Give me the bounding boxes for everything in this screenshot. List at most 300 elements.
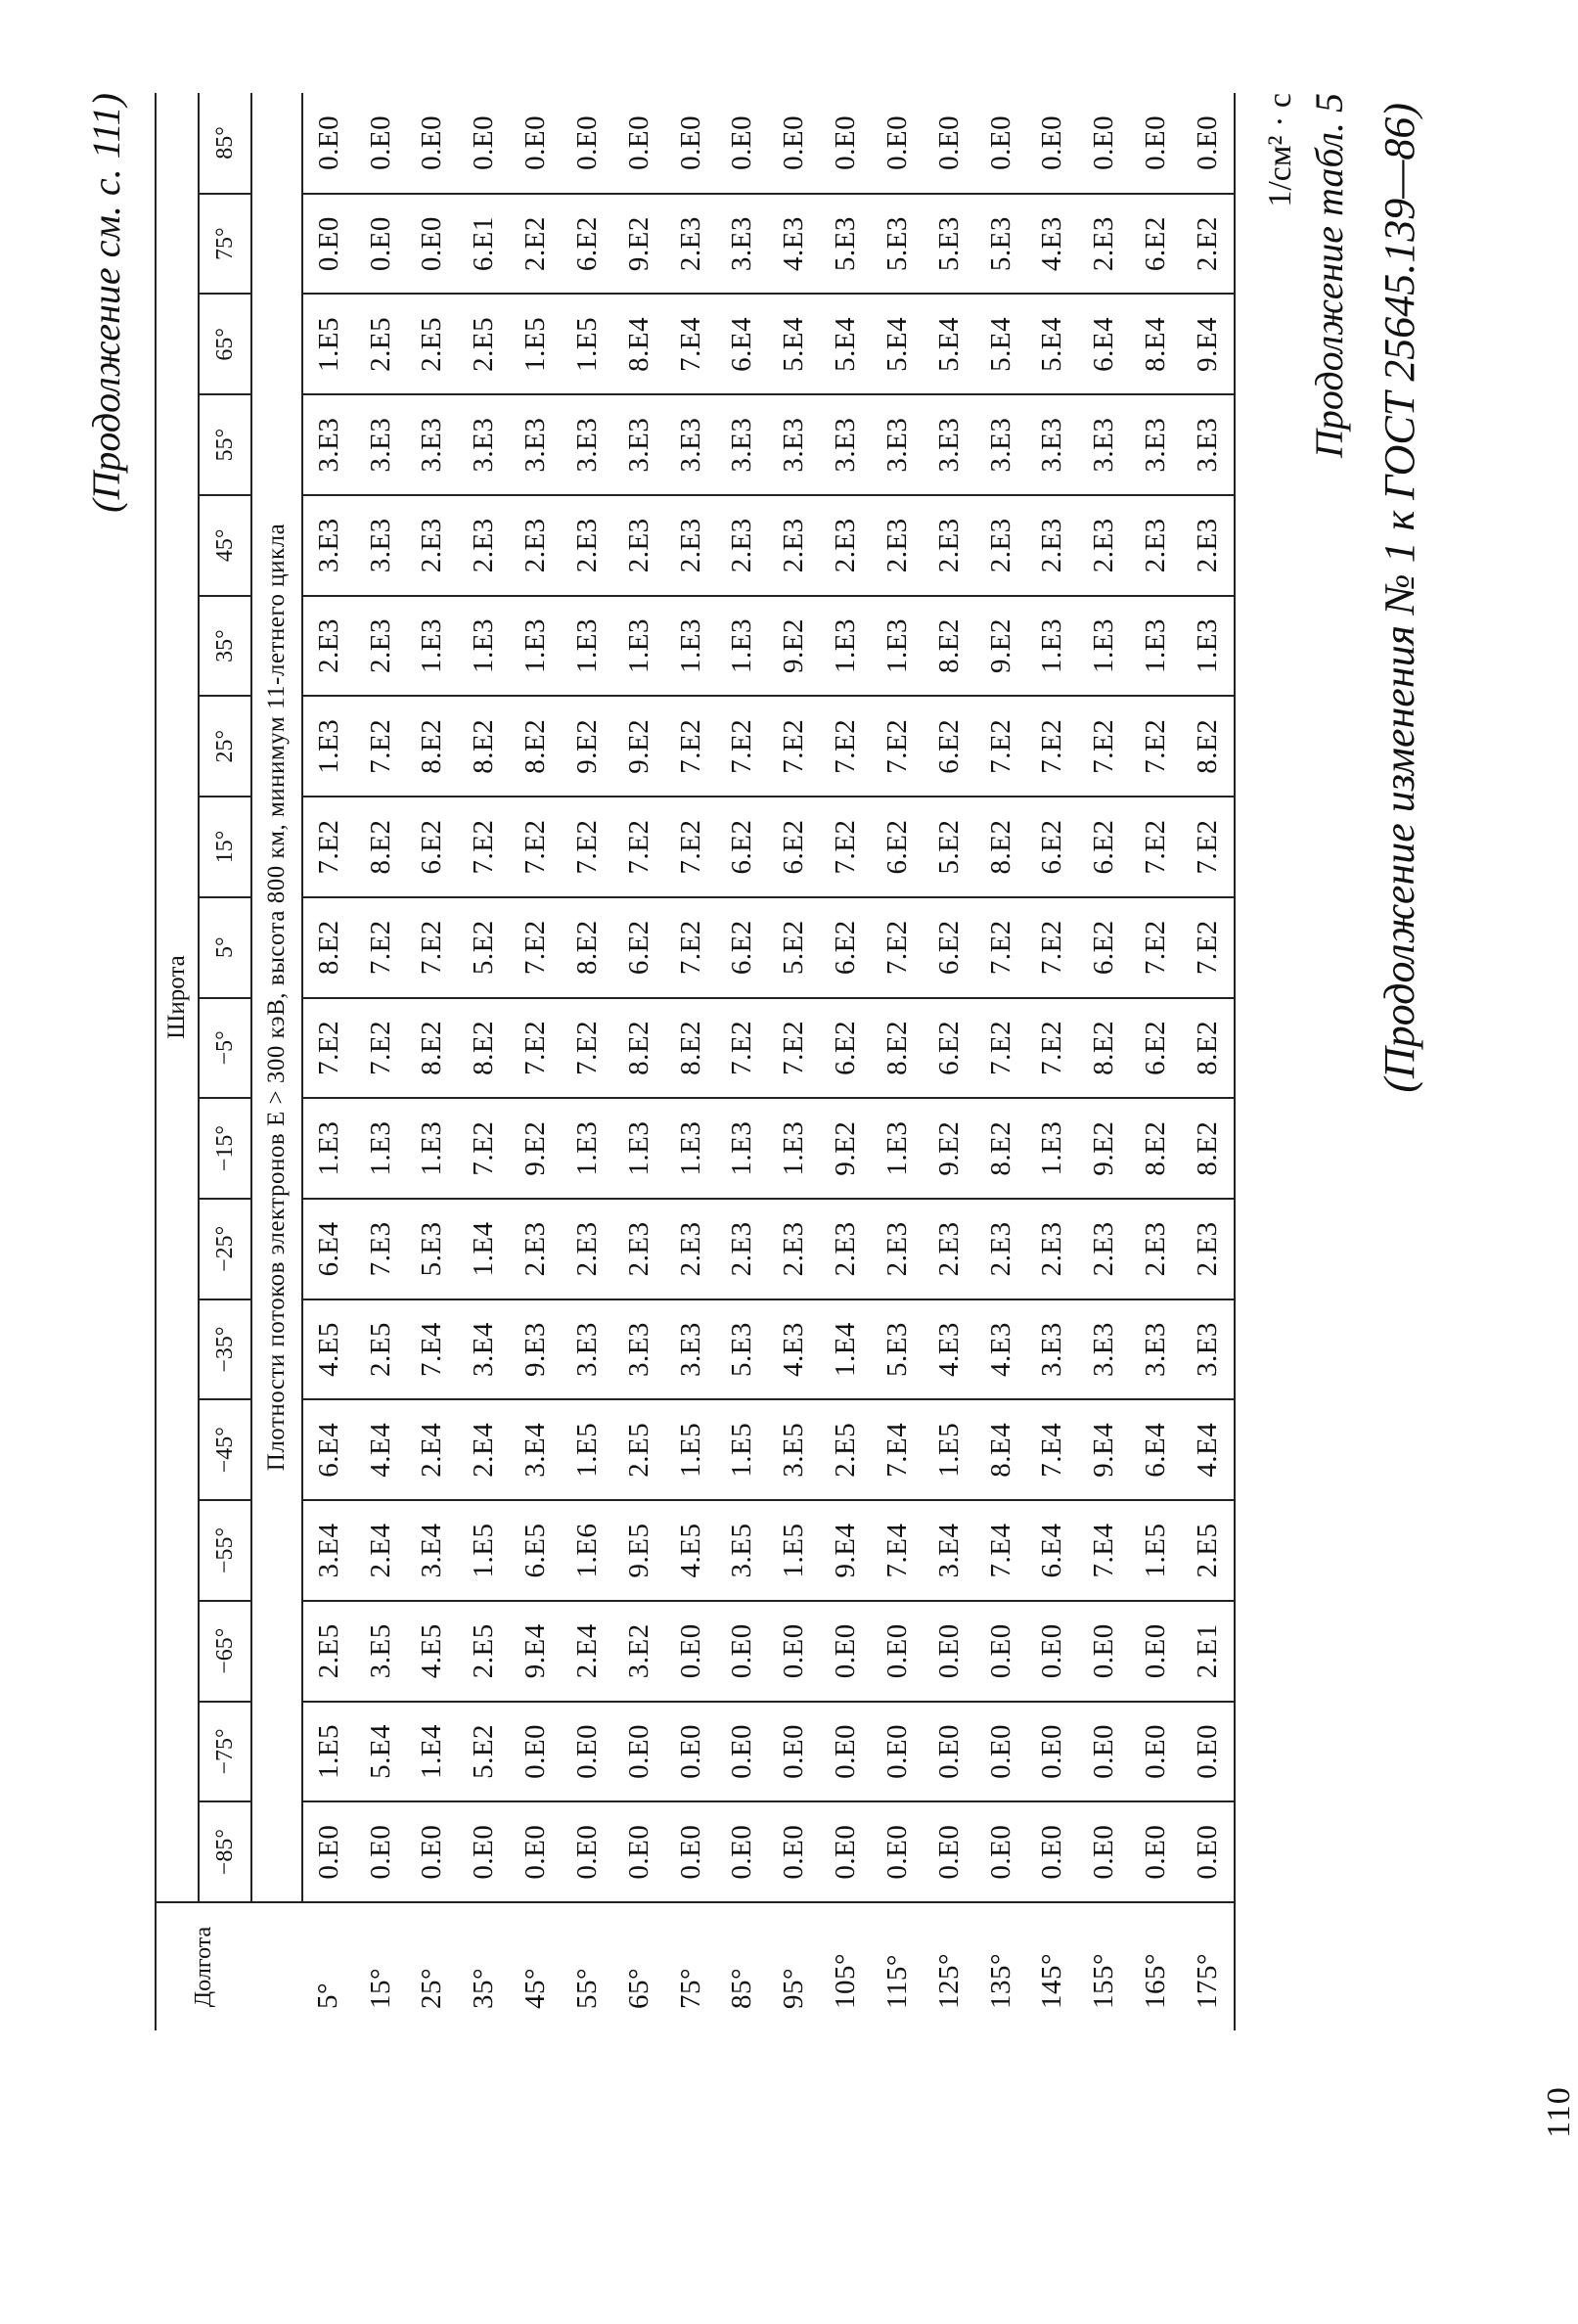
- flux-value-cell: 6.E2: [406, 797, 458, 897]
- table-row: [1078, 93, 1130, 2030]
- flux-value-cell: 0.E0: [1182, 1702, 1235, 1802]
- table-row: [302, 93, 355, 2030]
- flux-value-cell: 0.E0: [665, 1601, 717, 1702]
- flux-value-cell: 1.E3: [302, 1098, 355, 1199]
- table-row: [406, 93, 458, 2030]
- latitude-column-header: 55°: [199, 394, 251, 495]
- flux-value-cell: 8.E2: [406, 998, 458, 1099]
- caption-spacer: [251, 1902, 302, 2030]
- flux-value-cell: 4.E5: [406, 1601, 458, 1702]
- flux-value-cell: 6.E4: [1078, 295, 1130, 395]
- flux-value-cell: 2.E3: [458, 495, 510, 596]
- flux-value-cell: 0.E0: [768, 1801, 820, 1902]
- flux-value-cell: 7.E2: [665, 897, 717, 998]
- flux-value-cell: 0.E0: [355, 194, 407, 295]
- flux-value-cell: 0.E0: [726, 114, 758, 170]
- flux-value-cell: 2.E3: [768, 1199, 820, 1299]
- flux-value-cell: 8.E2: [1182, 696, 1235, 797]
- flux-value-cell: 7.E2: [975, 897, 1027, 998]
- table-row: [872, 93, 924, 2030]
- flux-value-cell: 6.E2: [768, 797, 820, 897]
- flux-value-cell: 2.E4: [458, 1399, 510, 1500]
- flux-value-cell: 3.E3: [355, 495, 407, 596]
- flux-value-cell: 1.E3: [665, 1098, 717, 1199]
- flux-value-cell: 7.E2: [1130, 696, 1182, 797]
- flux-value-cell: 2.E3: [1078, 1199, 1130, 1299]
- flux-value-cell: 7.E2: [1026, 998, 1078, 1099]
- longitude-cell: 125°: [924, 1902, 975, 2030]
- flux-value-cell: 3.E3: [716, 194, 768, 295]
- flux-value-cell: 0.E0: [302, 194, 355, 295]
- flux-value-cell: 2.E2: [510, 194, 562, 295]
- flux-value-cell: 5.E3: [820, 194, 872, 295]
- flux-value-cell: 0.E0: [1036, 114, 1068, 170]
- flux-value-cell: 3.E3: [1078, 1299, 1130, 1400]
- flux-value-cell: 0.E0: [820, 1601, 872, 1702]
- flux-value-cell: 1.E3: [1130, 596, 1182, 697]
- flux-value-cell: 0.E0: [830, 114, 862, 170]
- flux-value-cell: 3.E4: [924, 1500, 975, 1601]
- flux-value-cell: 7.E2: [1130, 797, 1182, 897]
- flux-value-cell: 0.E0: [872, 1702, 924, 1802]
- flux-value-cell: 8.E2: [458, 998, 510, 1099]
- latitude-column-header: 85°: [199, 93, 251, 194]
- flux-value-cell: 7.E2: [975, 998, 1027, 1099]
- longitude-header: Долгота: [156, 1902, 251, 2030]
- flux-value-cell: 0.E0: [416, 114, 448, 170]
- flux-value-cell: 8.E4: [613, 295, 665, 395]
- flux-value-cell: 0.E0: [924, 1702, 975, 1802]
- flux-value-cell: 8.E2: [613, 998, 665, 1099]
- flux-value-cell: 1.E3: [768, 1098, 820, 1199]
- flux-value-cell: 6.E4: [1130, 1399, 1182, 1500]
- flux-value-cell: 9.E2: [820, 1098, 872, 1199]
- flux-value-cell: 0.E0: [406, 1801, 458, 1902]
- flux-value-cell: 6.E2: [820, 998, 872, 1099]
- flux-value-cell: 2.E5: [820, 1399, 872, 1500]
- flux-value-cell: 1.E5: [562, 1399, 613, 1500]
- longitude-cell: 155°: [1078, 1902, 1130, 2030]
- flux-value-cell: 0.E0: [1182, 1801, 1235, 1902]
- longitude-cell: 65°: [613, 1902, 665, 2030]
- flux-value-cell: 3.E3: [355, 394, 407, 495]
- flux-value-cell: 5.E4: [975, 295, 1027, 395]
- flux-value-cell: 1.E3: [716, 1098, 768, 1199]
- flux-value-cell: 4.E3: [768, 194, 820, 295]
- flux-value-cell: 2.E3: [510, 495, 562, 596]
- flux-value-cell: 7.E2: [716, 998, 768, 1099]
- flux-value-cell: 1.E5: [302, 1702, 355, 1802]
- flux-value-cell: 7.E2: [355, 897, 407, 998]
- flux-value-cell: 3.E3: [613, 1299, 665, 1400]
- longitude-cell: 115°: [872, 1902, 924, 2030]
- flux-value-cell: 7.E2: [510, 797, 562, 897]
- flux-value-cell: 2.E4: [406, 1399, 458, 1500]
- flux-value-cell: 7.E4: [872, 1500, 924, 1601]
- flux-value-cell: 1.E3: [1078, 596, 1130, 697]
- flux-value-cell: 6.E5: [510, 1500, 562, 1601]
- flux-value-cell: 7.E2: [872, 897, 924, 998]
- flux-value-cell: 9.E2: [924, 1098, 975, 1199]
- flux-value-cell: 8.E2: [975, 797, 1027, 897]
- continuation-note: (Продолжение см. с. 111): [84, 93, 128, 513]
- flux-value-cell: 7.E2: [820, 797, 872, 897]
- flux-value-cell: 3.E3: [1130, 1299, 1182, 1400]
- flux-value-cell: 3.E5: [355, 1601, 407, 1702]
- flux-value-cell: 3.E3: [302, 495, 355, 596]
- longitude-cell: 85°: [716, 1902, 768, 2030]
- flux-value-cell: 0.E0: [562, 1702, 613, 1802]
- flux-value-cell: 1.E4: [820, 1299, 872, 1400]
- flux-value-cell: 2.E5: [355, 1299, 407, 1400]
- flux-value-cell: 4.E3: [1026, 194, 1078, 295]
- flux-value-cell: 7.E2: [768, 696, 820, 797]
- flux-value-cell: 0.E0: [716, 1801, 768, 1902]
- flux-value-cell: 2.E3: [716, 1199, 768, 1299]
- flux-value-cell: 8.E2: [975, 1098, 1027, 1199]
- latitude-values-row: [199, 93, 251, 2030]
- latitude-column-header: 25°: [199, 696, 251, 797]
- flux-value-cell: 5.E3: [975, 194, 1027, 295]
- flux-value-cell: 2.E3: [768, 495, 820, 596]
- flux-value-cell: 6.E2: [1026, 797, 1078, 897]
- flux-value-cell: 8.E2: [924, 596, 975, 697]
- flux-value-cell: 0.E0: [872, 1601, 924, 1702]
- flux-value-cell: 0.E0: [613, 1801, 665, 1902]
- latitude-column-header: 15°: [199, 797, 251, 897]
- flux-value-cell: 6.E2: [1078, 797, 1130, 897]
- latitude-column-header: 35°: [199, 596, 251, 697]
- flux-value-cell: 0.E0: [1078, 1702, 1130, 1802]
- flux-value-cell: 5.E4: [1026, 295, 1078, 395]
- flux-value-cell: 0.E0: [570, 114, 603, 170]
- longitude-cell: 145°: [1026, 1902, 1078, 2030]
- flux-value-cell: 8.E2: [510, 696, 562, 797]
- flux-value-cell: 0.E0: [312, 114, 344, 170]
- flux-value-cell: 7.E4: [406, 1299, 458, 1400]
- flux-value-cell: 2.E4: [562, 1601, 613, 1702]
- latitude-column-header: 5°: [199, 897, 251, 998]
- latitude-column-header: −15°: [199, 1098, 251, 1199]
- flux-value-cell: 3.E3: [975, 394, 1027, 495]
- flux-value-cell: 2.E5: [458, 1601, 510, 1702]
- flux-value-cell: 2.E3: [1078, 194, 1130, 295]
- flux-value-cell: 9.E4: [510, 1601, 562, 1702]
- flux-value-cell: 3.E3: [613, 394, 665, 495]
- flux-value-cell: 1.E3: [1026, 596, 1078, 697]
- flux-value-cell: 0.E0: [768, 1702, 820, 1802]
- flux-value-cell: 2.E3: [406, 495, 458, 596]
- flux-value-cell: 0.E0: [406, 194, 458, 295]
- flux-value-cell: 8.E2: [302, 897, 355, 998]
- flux-value-cell: 7.E2: [458, 1098, 510, 1199]
- flux-value-cell: 2.E5: [1182, 1500, 1235, 1601]
- table-caption: Плотности потоков электронов E > 300 кэВ, высота 800 км, минимум 11-летнего цикла: [251, 93, 302, 1902]
- flux-value-cell: 0.E0: [622, 114, 654, 170]
- flux-value-cell: 3.E3: [562, 394, 613, 495]
- flux-value-cell: 0.E0: [975, 1601, 1027, 1702]
- flux-value-cell: 7.E2: [562, 998, 613, 1099]
- flux-value-cell: 7.E2: [665, 797, 717, 897]
- flux-value-cell: 3.E4: [302, 1500, 355, 1601]
- table-row: [665, 93, 717, 2030]
- longitude-cell: 45°: [510, 1902, 562, 2030]
- flux-value-cell: 8.E2: [665, 998, 717, 1099]
- flux-value-cell: 6.E4: [302, 1399, 355, 1500]
- flux-value-cell: 8.E4: [1130, 295, 1182, 395]
- flux-value-cell: 1.E4: [406, 1702, 458, 1802]
- flux-value-cell: 1.E3: [613, 1098, 665, 1199]
- flux-value-cell: 0.E0: [519, 114, 552, 170]
- flux-value-cell: 7.E2: [406, 897, 458, 998]
- table-row: [613, 93, 665, 2030]
- flux-value-cell: 2.E5: [613, 1399, 665, 1500]
- flux-value-cell: 1.E3: [1182, 596, 1235, 697]
- flux-value-cell: 4.E3: [975, 1299, 1027, 1400]
- flux-value-cell: 0.E0: [768, 1601, 820, 1702]
- flux-value-cell: 6.E2: [716, 797, 768, 897]
- flux-value-cell: 0.E0: [880, 114, 913, 170]
- flux-value-cell: 1.E5: [665, 1399, 717, 1500]
- flux-value-cell: 5.E3: [716, 1299, 768, 1400]
- flux-value-cell: 7.E2: [768, 998, 820, 1099]
- table-row: [975, 93, 1027, 2030]
- flux-value-cell: 7.E2: [510, 998, 562, 1099]
- flux-value-cell: 8.E2: [1182, 1098, 1235, 1199]
- flux-value-cell: 9.E4: [1182, 295, 1235, 395]
- flux-value-cell: 0.E0: [355, 1801, 407, 1902]
- flux-value-cell: 3.E3: [820, 394, 872, 495]
- longitude-cell: 35°: [458, 1902, 510, 2030]
- flux-value-cell: 5.E4: [355, 1702, 407, 1802]
- flux-value-cell: 2.E4: [355, 1500, 407, 1601]
- flux-value-cell: 0.E0: [975, 1702, 1027, 1802]
- flux-value-cell: 0.E0: [1139, 114, 1171, 170]
- flux-value-cell: 8.E2: [458, 696, 510, 797]
- flux-value-cell: 3.E3: [1182, 394, 1235, 495]
- latitude-column-header: −65°: [199, 1601, 251, 1702]
- flux-value-cell: 3.E5: [768, 1399, 820, 1500]
- flux-value-cell: 8.E2: [355, 797, 407, 897]
- flux-value-cell: 2.E3: [1130, 495, 1182, 596]
- flux-value-cell: 2.E3: [665, 495, 717, 596]
- flux-value-cell: 2.E3: [1130, 1199, 1182, 1299]
- flux-value-cell: 6.E4: [302, 1199, 355, 1299]
- flux-value-cell: 2.E3: [665, 1199, 717, 1299]
- flux-value-cell: 2.E3: [510, 1199, 562, 1299]
- flux-value-cell: 1.E3: [302, 696, 355, 797]
- flux-value-cell: 5.E4: [872, 295, 924, 395]
- flux-value-cell: 1.E5: [1130, 1500, 1182, 1601]
- flux-value-cell: 2.E3: [613, 1199, 665, 1299]
- flux-value-cell: 0.E0: [1026, 1801, 1078, 1902]
- flux-value-cell: 7.E4: [872, 1399, 924, 1500]
- longitude-cell: 75°: [665, 1902, 717, 2030]
- flux-value-cell: 3.E3: [302, 394, 355, 495]
- longitude-cell: 55°: [562, 1902, 613, 2030]
- table-row: [510, 93, 562, 2030]
- flux-value-cell: 0.E0: [1130, 1702, 1182, 1802]
- flux-value-cell: 6.E2: [820, 897, 872, 998]
- latitude-column-header: −5°: [199, 998, 251, 1099]
- flux-value-cell: 9.E2: [510, 1098, 562, 1199]
- flux-value-cell: 0.E0: [778, 114, 810, 170]
- latitude-column-header: 65°: [199, 295, 251, 395]
- flux-value-cell: 5.E4: [768, 295, 820, 395]
- flux-value-cell: 3.E3: [768, 394, 820, 495]
- flux-value-cell: 2.E3: [302, 596, 355, 697]
- flux-value-cell: 0.E0: [924, 1601, 975, 1702]
- flux-value-cell: 3.E3: [1026, 394, 1078, 495]
- flux-value-cell: 2.E3: [975, 495, 1027, 596]
- flux-value-cell: 6.E2: [613, 897, 665, 998]
- header-title: (Продолжение изменения № 1 к ГОСТ 25645.139—86): [1375, 103, 1423, 1093]
- flux-value-cell: 6.E2: [562, 194, 613, 295]
- table-title: Продолжение табл. 5: [1307, 93, 1351, 459]
- flux-value-cell: 7.E2: [820, 696, 872, 797]
- flux-value-cell: 7.E2: [872, 696, 924, 797]
- flux-value-cell: 5.E4: [924, 295, 975, 395]
- flux-value-cell: 9.E2: [613, 696, 665, 797]
- flux-value-cell: 0.E0: [665, 1702, 717, 1802]
- flux-value-cell: 8.E2: [872, 998, 924, 1099]
- flux-value-cell: 0.E0: [510, 1702, 562, 1802]
- flux-value-cell: 7.E2: [716, 696, 768, 797]
- flux-value-cell: 2.E3: [1078, 495, 1130, 596]
- flux-value-cell: 2.E3: [872, 1199, 924, 1299]
- flux-value-cell: 0.E0: [665, 1801, 717, 1902]
- flux-value-cell: 7.E4: [975, 1500, 1027, 1601]
- flux-value-cell: 0.E0: [716, 1702, 768, 1802]
- flux-value-cell: 0.E0: [872, 1801, 924, 1902]
- flux-value-cell: 6.E2: [1130, 194, 1182, 295]
- table-body: [251, 93, 1235, 2030]
- flux-value-cell: 0.E0: [975, 1801, 1027, 1902]
- flux-value-cell: 7.E2: [302, 998, 355, 1099]
- flux-value-cell: 3.E5: [716, 1500, 768, 1601]
- flux-value-cell: 1.E3: [820, 596, 872, 697]
- flux-value-cell: 2.E5: [355, 295, 407, 395]
- flux-value-cell: 9.E5: [613, 1500, 665, 1601]
- flux-value-cell: 3.E3: [562, 1299, 613, 1400]
- flux-value-cell: 6.E1: [458, 194, 510, 295]
- flux-value-cell: 7.E2: [510, 897, 562, 998]
- flux-value-cell: 9.E2: [1078, 1098, 1130, 1199]
- longitude-cell: 95°: [768, 1902, 820, 2030]
- flux-value-cell: 3.E3: [1026, 1299, 1078, 1400]
- flux-value-cell: 2.E5: [302, 1601, 355, 1702]
- flux-value-cell: 1.E3: [406, 1098, 458, 1199]
- flux-value-cell: 5.E2: [458, 1702, 510, 1802]
- flux-value-cell: 1.E5: [510, 295, 562, 395]
- flux-value-cell: 2.E3: [1182, 1199, 1235, 1299]
- flux-value-cell: 7.E4: [665, 295, 717, 395]
- flux-value-cell: 7.E2: [613, 797, 665, 897]
- flux-value-cell: 1.E5: [924, 1399, 975, 1500]
- data-table-container: [155, 93, 1236, 2030]
- flux-value-cell: 8.E2: [1182, 998, 1235, 1099]
- flux-value-cell: 3.E3: [924, 394, 975, 495]
- flux-value-cell: 7.E2: [355, 998, 407, 1099]
- flux-value-cell: 7.E2: [458, 797, 510, 897]
- table-row: [1026, 93, 1078, 2030]
- flux-value-cell: 1.E3: [665, 596, 717, 697]
- flux-value-cell: 0.E0: [674, 114, 706, 170]
- flux-value-cell: 1.E3: [872, 596, 924, 697]
- flux-value-cell: 0.E0: [820, 1702, 872, 1802]
- table-row: [562, 93, 613, 2030]
- flux-value-cell: 0.E0: [924, 1801, 975, 1902]
- latitude-column-header: −35°: [199, 1299, 251, 1400]
- flux-value-cell: 1.E3: [562, 1098, 613, 1199]
- flux-value-cell: 0.E0: [1078, 1801, 1130, 1902]
- flux-value-cell: 2.E3: [1182, 495, 1235, 596]
- flux-value-cell: 0.E0: [364, 114, 396, 170]
- flux-value-cell: 2.E3: [872, 495, 924, 596]
- flux-value-cell: 7.E4: [1026, 1399, 1078, 1500]
- flux-value-cell: 7.E2: [665, 696, 717, 797]
- flux-value-cell: 1.E6: [562, 1500, 613, 1601]
- units-label: 1/см² · с: [1262, 93, 1298, 207]
- flux-value-cell: 8.E2: [562, 897, 613, 998]
- flux-value-cell: 6.E2: [924, 998, 975, 1099]
- flux-value-cell: 6.E2: [872, 797, 924, 897]
- longitude-cell: 15°: [355, 1902, 407, 2030]
- flux-value-cell: 1.E3: [458, 596, 510, 697]
- flux-value-cell: 5.E3: [406, 1199, 458, 1299]
- flux-value-cell: 3.E3: [716, 394, 768, 495]
- flux-value-cell: 7.E2: [1078, 696, 1130, 797]
- flux-value-cell: 2.E1: [1182, 1601, 1235, 1702]
- flux-value-cell: 4.E3: [924, 1299, 975, 1400]
- flux-value-cell: 9.E3: [510, 1299, 562, 1400]
- flux-density-table: [155, 93, 1236, 2030]
- flux-value-cell: 0.E0: [1130, 1801, 1182, 1902]
- flux-value-cell: 9.E2: [975, 596, 1027, 697]
- flux-value-cell: 0.E0: [1130, 1601, 1182, 1702]
- flux-value-cell: 7.E2: [1182, 897, 1235, 998]
- flux-value-cell: 4.E5: [302, 1299, 355, 1400]
- flux-value-cell: 2.E3: [924, 1199, 975, 1299]
- table-row: [924, 93, 975, 2030]
- flux-value-cell: 2.E5: [406, 295, 458, 395]
- table-row: [1130, 93, 1182, 2030]
- flux-value-cell: 7.E2: [975, 696, 1027, 797]
- flux-value-cell: 0.E0: [510, 1801, 562, 1902]
- flux-value-cell: 6.E2: [924, 696, 975, 797]
- table-row: [1182, 93, 1235, 2030]
- flux-value-cell: 0.E0: [984, 114, 1016, 170]
- flux-value-cell: 6.E2: [716, 897, 768, 998]
- flux-value-cell: 2.E3: [820, 495, 872, 596]
- flux-value-cell: 1.E3: [716, 596, 768, 697]
- flux-value-cell: 1.E3: [510, 596, 562, 697]
- page-number: 110: [1541, 2086, 1577, 2138]
- flux-value-cell: 1.E3: [355, 1098, 407, 1199]
- longitude-cell: 5°: [302, 1902, 355, 2030]
- flux-value-cell: 0.E0: [932, 114, 965, 170]
- flux-value-cell: 6.E4: [1026, 1500, 1078, 1601]
- flux-value-cell: 9.E4: [1078, 1399, 1130, 1500]
- flux-value-cell: 1.E5: [562, 295, 613, 395]
- flux-value-cell: 7.E2: [562, 797, 613, 897]
- flux-value-cell: 7.E2: [302, 797, 355, 897]
- flux-value-cell: 2.E3: [716, 495, 768, 596]
- flux-value-cell: 8.E2: [1078, 998, 1130, 1099]
- flux-value-cell: 0.E0: [1026, 1601, 1078, 1702]
- table-row: [458, 93, 510, 2030]
- flux-value-cell: 1.E3: [406, 596, 458, 697]
